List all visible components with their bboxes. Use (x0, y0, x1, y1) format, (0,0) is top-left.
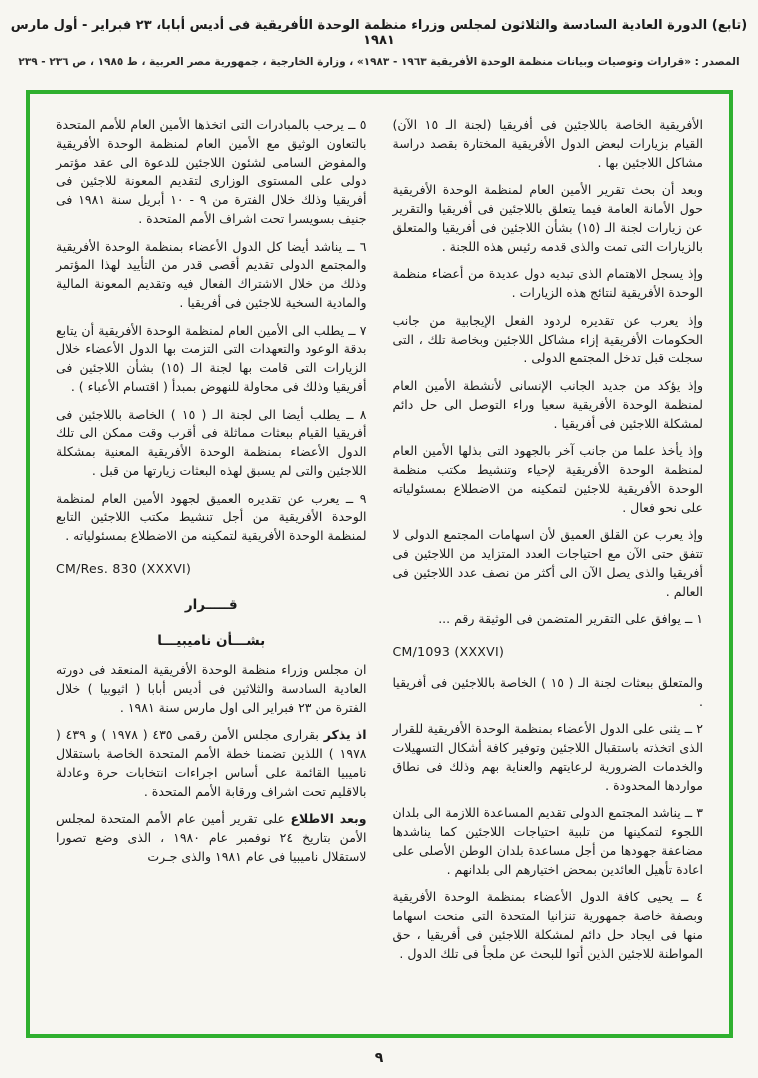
paragraph: وإذ يأخذ علما من جانب آخر بالجهود التى بذلها الأمين العام لمنظمة الوحدة الأفريقية لإحياء وتنشيط مكتب منظمة الوحدة الأفريقية للاجئين لتمكينه من الاضطلاع بمسئولياته على نحو فعال . (392, 443, 703, 515)
paragraph: ٧ ــ يطلب الى الأمين العام لمنظمة الوحدة الأفريقية أن يتابع بدقة الوعود والتعهدات التى التزمت بها الدول الأعضاء خلال الزيارات التى قامت بها لجنة الـ (١٥) بشأن اللاجئين فى أفريقيا وذلك فى محاولة للنهوض بمبدأ ( اقتسام الأعباء ) . (56, 322, 367, 394)
document-reference: CM/Res. 830 (XXXVI) (56, 560, 192, 576)
source-line: المصدر : «قرارات وتوصيات وبيانات منظمة الوحدة الأفريقية ١٩٦٣ - ١٩٨٣» ، وزارة الخارجية ، جمهورية مصر العربية ، ط ١٩٨٥ ، ص ٢٣٦ - ٢٣٩ (18, 56, 740, 68)
paragraph: ٦ ــ يناشد أيضا كل الدول الأعضاء بمنظمة الوحدة الأفريقية والمجتمع الدولى تقديم أقصى قدر من التأييد لهذا المؤتمر وذلك من خلال الاشتراك الفعال فيه وتقديم المعونة المالية والمادية السخية للاجئين فى أفريقيا . (56, 238, 367, 310)
paragraph: ٩ ــ يعرب عن تقديره العميق لجهود الأمين العام لمنظمة الوحدة الأفريقية من أجل تنشيط مكتب اللاجئين التابع لمنظمة الوحدة الأفريقية لتمكينه من الاضطلاع بمسئولياته . (56, 490, 367, 543)
paragraph: ١ ــ يوافق على التقرير المتضمن فى الوثيقة رقم ... (438, 611, 703, 627)
resolution-heading: بشـــأن ناميبيـــا (157, 632, 266, 649)
paragraph: ٤ ــ يحيى كافة الدول الأعضاء بمنظمة الوحدة الأفريقية وبصفة خاصة جمهورية تنزانيا المتحدة التى منحت اسهاما منها فى ايجاد حل دائم لمشكلة اللاجئين فى أفريقيا ، حق المواطنة للاجئين الذين أتوا للبحث عن ملجأ فى تلك الدول . (392, 889, 703, 961)
page-number: ٩ (374, 1050, 384, 1066)
paragraph: وإذ يسجل الاهتمام الذى تبديه دول عديدة من أعضاء منظمة الوحدة الأفريقية لنتائج هذه الزيارات . (392, 266, 703, 300)
paragraph-lead: اذ يذكر (323, 727, 367, 743)
paragraph: ٢ ــ يثنى على الدول الأعضاء بمنظمة الوحدة الأفريقية للقرار الذى اتخذته باستقبال اللاجئين وتوفير كافة أشكال التسهيلات والخدمات الضرورية لرعايتهم والعناية بهم وذلك فى نطاق مواردها المحدودة . (392, 721, 703, 793)
document-header (10, 18, 748, 68)
paragraph: الأفريقية الخاصة باللاجئين فى أفريقيا (لجنة الـ ١٥ الآن) القيام بزيارات لبعض الدول الأفريقية المختارة بقصد دراسة مشاكل اللاجئين بها . (392, 117, 703, 170)
paragraph: وبعد الاطلاع على تقرير أمين عام الأمم المتحدة لمجلس الأمن بتاريخ ٢٤ نوفمبر عام ١٩٨٠ ، الذى وضع تصورا لاستقلال ناميبيا فى عام ١٩٨١ والذى جـرت (56, 811, 367, 864)
paragraph: وإذ يؤكد من جديد الجانب الإنسانى لأنشطة الأمين العام لمنظمة الوحدة الأفريقية سعيا وراء التوصل الى حل دائم لمشكلة اللاجئين فى أفريقيا . (392, 378, 703, 431)
paragraph: ٨ ــ يطلب أيضا الى لجنة الـ ( ١٥ ) الخاصة باللاجئين فى أفريقيا القيام ببعثات مماثلة فى أقرب وقت ممكن الى تلك الدول الأعضاء بمنظمة الوحدة الأفريقية المعنية بمشكلة اللاجئين والتى لم يسبق لهذه البعثات زيارتها من قبل . (56, 406, 367, 478)
paragraph-lead: وبعد الاطلاع (290, 811, 367, 827)
paragraph: ٣ ــ يناشد المجتمع الدولى تقديم المساعدة اللازمة الى بلدان اللجوء لتمكينها من تلبية احتياجات اللاجئين كما يناشدها مضاعفة جهودها من أجل مساعدة بلدان الوطن الأصلى على اعادة تأهيل العائدين بمحض اختيارهم الى بلدانهم . (392, 805, 703, 877)
column-left (56, 116, 367, 1012)
content-frame (26, 90, 733, 1038)
paragraph: وإذ يعرب عن تقديره لردود الفعل الإيجابية من جانب الحكومات الأفريقية إزاء مشاكل اللاجئين وبخاصة تلك ، التى سجلت قبل تدخل المجتمع الدولى . (392, 312, 703, 366)
paragraph: اذ يذكر بقرارى مجلس الأمن رقمى ٤٣٥ ( ١٩٧٨ ) و ٤٣٩ ( ١٩٧٨ ) اللذين تضمنا خطة الأمم المتحدة الخاصة باستقلال ناميبيا القائمة على أساس اجراءات انتخابات حرة وعادلة بالاقليم تحت اشراف ورقابة الأمم المتحدة . (56, 727, 367, 799)
resolution-heading: قـــــرار (184, 596, 238, 613)
paragraph: ٥ ــ يرحب بالمبادرات التى اتخذها الأمين العام للأمم المتحدة بالتعاون الوثيق مع الأمين العام لمنظمة الوحدة الأفريقية والمفوض السامى لشئون اللاجئين للدعوة الى عقد مؤتمر دولى على المستوى الوزارى لتقديم المعونة للاجئين فى أفريقيا وذلك خلال الفترة من ٩ - ١٠ أبريل سنة ١٩٨١ فى جنيف بسويسرا تحت اشراف الأمم المتحدة . (56, 117, 367, 226)
document-reference: CM/1093 (XXXVI) (392, 644, 505, 659)
paragraph: والمتعلق ببعثات لجنة الـ ( ١٥ ) الخاصة باللاجئين فى أفريقيا . (392, 674, 704, 709)
paragraph: وإذ يعرب عن القلق العميق لأن اسهامات المجتمع الدولى لا تتفق حتى الآن مع احتياجات العدد المتزايد من اللاجئين فى أفريقيا والذى يصل الآن الى أكثر من نصف عدد اللاجئين فى العالم . (392, 527, 703, 599)
column-right (393, 116, 704, 1012)
paragraph: وبعد أن بحث تقرير الأمين العام لمنظمة الوحدة الأفريقية حول الأمانة العامة فيما يتعلق باللاجئين فى أفريقيا والتقرير عن زيارات لجنة الـ (١٥) بشأن اللاجئين فى أفريقيا والمتعلق بالزيارات التى تمت والذى قدمه رئيس هذه اللجنة . (392, 182, 703, 254)
session-title: (تابع) الدورة العادية السادسة والثلاثون لمجلس وزراء منظمة الوحدة الأفريقية فى أديس أبابا، ٢٣ فبراير - أول مارس ١٩٨١ (10, 18, 748, 48)
paragraph: ان مجلس وزراء منظمة الوحدة الأفريقية المنعقد فى دورته العادية السادسة والثلاثين فى أديس أبابا ( اثيوبيا ) خلال الفترة من ٢٣ فبراير الى اول مارس سنة ١٩٨١ . (56, 662, 367, 715)
